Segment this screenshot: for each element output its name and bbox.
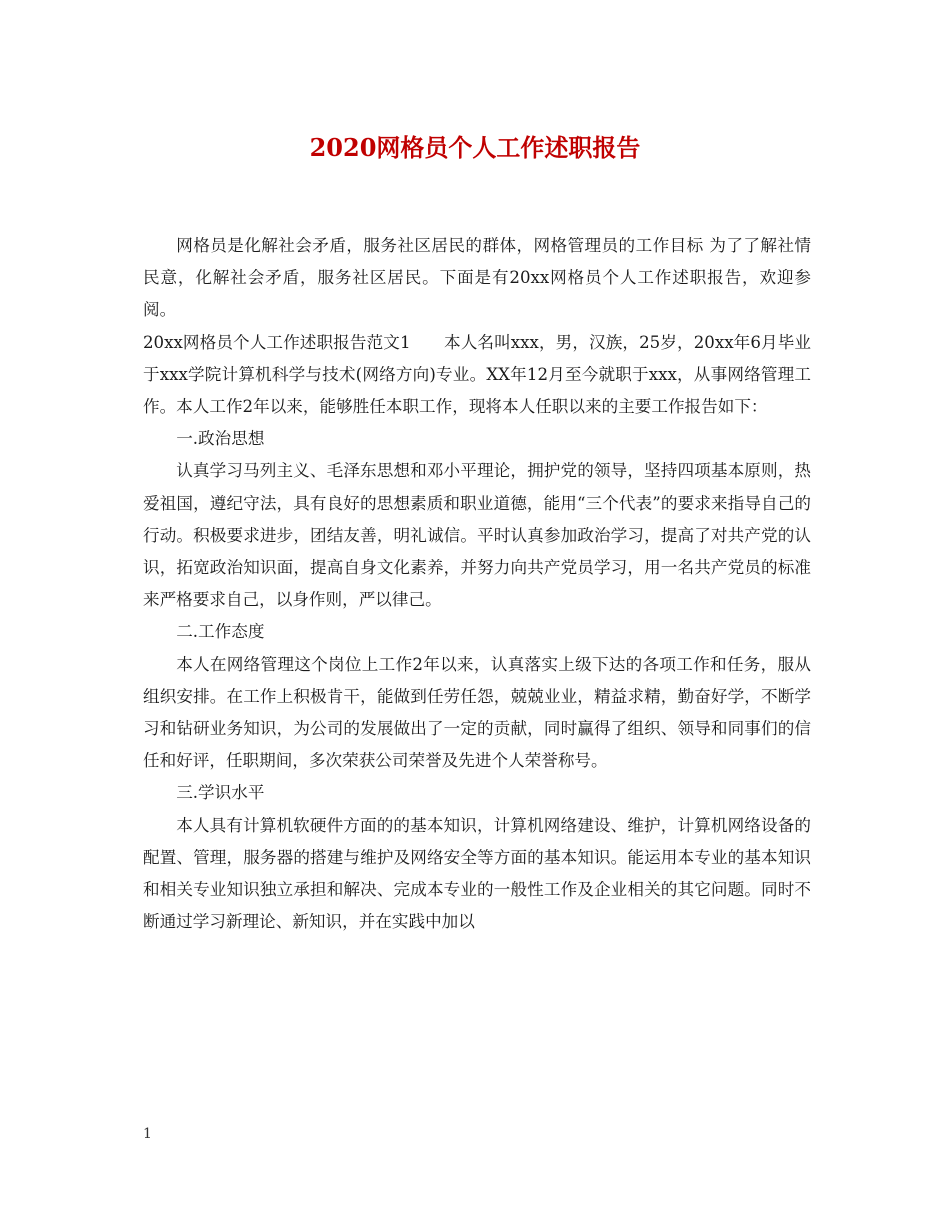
intro-paragraph: 网格员是化解社会矛盾，服务社区居民的群体，网格管理员的工作目标 为了了解社情民意，化解社会矛盾，服务社区居民。下面是有20xx网格员个人工作述职报告，欢迎参阅。 xyxy=(143,236,811,320)
knowledge-paragraph: 本人具有计算机软硬件方面的的基本知识，计算机网络建设、维护，计算机网络设备的配置、管理，服务器的搭建与维护及网络安全等方面的基本知识。能运用本专业的基本知识和相关专业知识独立承担和解决、完成本专业的一般性工作及企业相关的其它问题。同时不断通过学习新理论、新知识，并在实践中加以 xyxy=(143,815,811,932)
page-number: 1 xyxy=(143,1126,152,1142)
document-title: 2020网格员个人工作述职报告 xyxy=(309,133,641,162)
document-body xyxy=(143,230,811,938)
politics-paragraph: 认真学习马列主义、毛泽东思想和邓小平理论，拥护党的领导，坚持四项基本原则，热爱祖国，遵纪守法，具有良好的思想素质和职业道德，能用“三个代表”的要求来指导自己的行动。积极要求进步，团结友善，明礼诚信。平时认真参加政治学习，提高了对共产党的认识，拓宽政治知识面，提高自身文化素养，并努力向共产党员学习，用一名共产党员的标准来严格要求自己，以身作则，严以律己。 xyxy=(143,461,811,610)
attitude-paragraph: 本人在网络管理这个岗位上工作2年以来，认真落实上级下达的各项工作和任务，服从组织安排。在工作上积极肯干，能做到任劳任怨，兢兢业业，精益求精，勤奋好学，不断学习和钻研业务知识，为公司的发展做出了一定的贡献，同时赢得了组织、领导和同事们的信任和好评，任职期间，多次荣获公司荣誉及先进个人荣誉称号。 xyxy=(143,654,811,771)
section-heading-attitude: 二.工作态度 xyxy=(176,622,265,642)
section-heading-politics: 一.政治思想 xyxy=(176,429,265,449)
sample-intro-paragraph: 20xx网格员个人工作述职报告范文1 本人名叫xxx，男，汉族，25岁，20xx年6月毕业于xxx学院计算机科学与技术(网络方向)专业。XX年12月至今就职于xxx，从事网络管理工作。本人工作2年以来，能够胜任本职工作，现将本人任职以来的主要工作报告如下： xyxy=(143,332,811,417)
section-heading-knowledge: 三.学识水平 xyxy=(176,783,265,803)
